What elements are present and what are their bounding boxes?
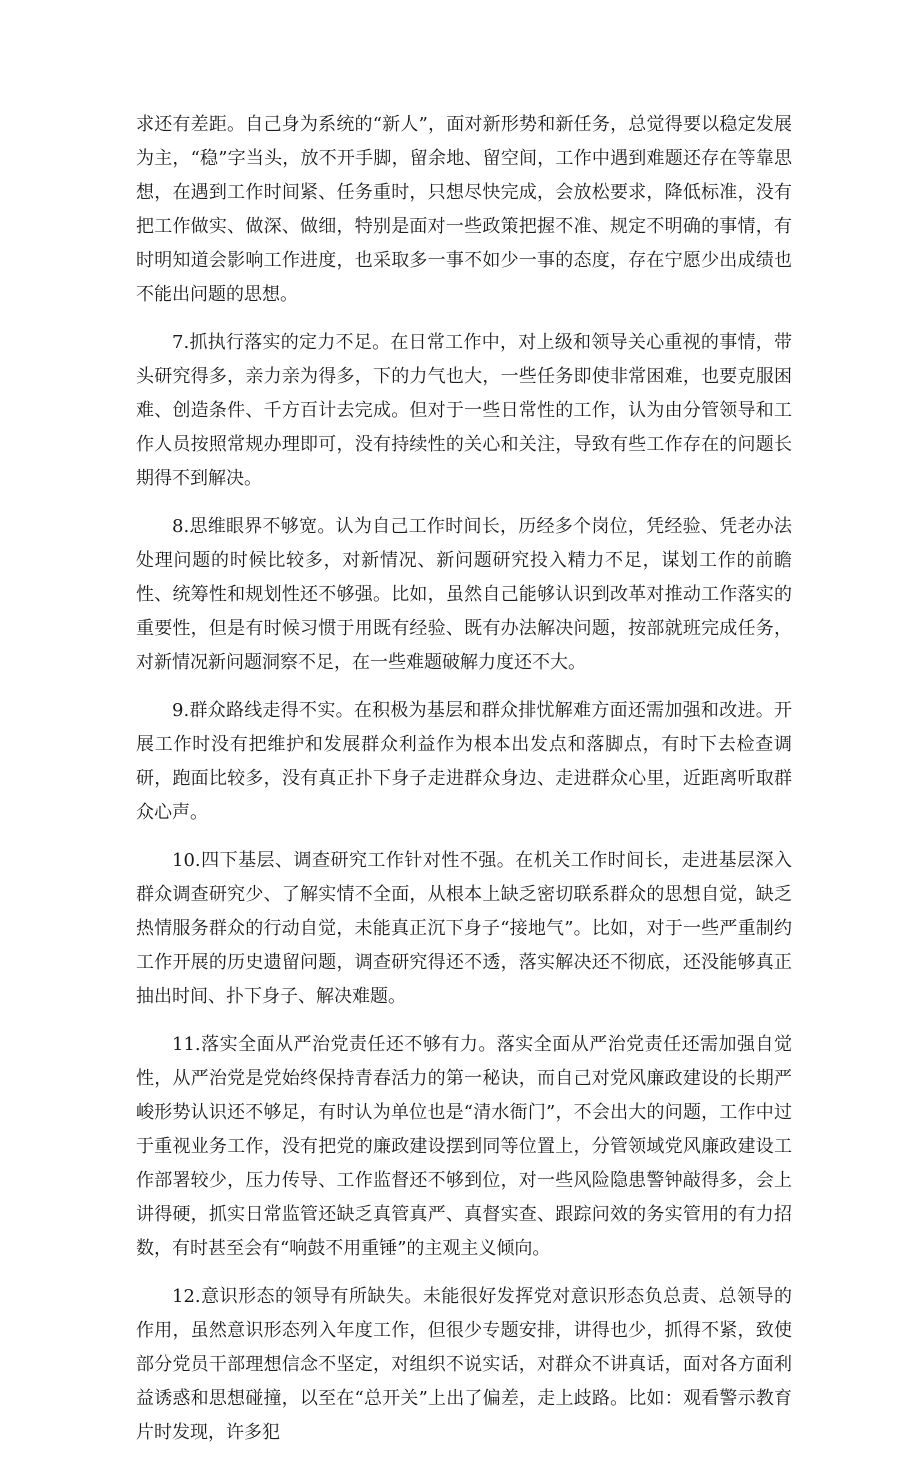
- paragraph-continued: [136, 108, 792, 312]
- paragraph-text: .四下基层、调查研究工作针对性不强。在机关工作时间长，走进基层深入群众调查研究少、了解实情不全面，从根本上缺乏密切联系群众的思想自觉，缺乏热情服务群众的行动自觉，未能真正沉下身子“接地气”。比如，对于一些严重制约工作开展的历史遗留问题，调查研究得还不透，落实解决还不彻底，还没能够真正抽出时间、扑下身子、解决难题。: [136, 850, 792, 1007]
- paragraph-item-9: [136, 694, 792, 830]
- paragraph-item-8: [136, 510, 792, 680]
- paragraph-number: 8: [172, 516, 184, 537]
- paragraph-text: .思维眼界不够宽。认为自己工作时间长，历经多个岗位，凭经验、凭老办法处理问题的时候比较多，对新情况、新问题研究投入精力不足，谋划工作的前瞻性、统筹性和规划性还不够强。比如，虽然自己能够认识到改革对推动工作落实的重要性，但是有时候习惯于用既有经验、既有办法解决问题，按部就班完成任务，对新情况新问题洞察不足，在一些难题破解力度还不大。: [136, 516, 792, 673]
- paragraph-text: .落实全面从严治党责任还不够有力。落实全面从严治党责任还需加强自觉性，从严治党是党始终保持青春活力的第一秘诀，而自己对党风廉政建设的长期严峻形势认识还不够足，有时认为单位也是“清水衙门”，不会出大的问题，工作中过于重视业务工作，没有把党的廉政建设摆到同等位置上，分管领域党风廉政建设工作部署较少，压力传导、工作监督还不够到位，对一些风险隐患警钟敲得多，会上讲得硬，抓实日常监管还缺乏真管真严、真督实查、跟踪问效的务实管用的有力招数，有时甚至会有“响鼓不用重锤”的主观主义倾向。: [136, 1034, 792, 1259]
- paragraph-item-7: [136, 326, 792, 496]
- paragraph-number: 9: [172, 700, 184, 721]
- paragraph-item-11: [136, 1028, 792, 1266]
- paragraph-number: 7: [172, 332, 184, 353]
- paragraph-number: 11: [172, 1034, 195, 1055]
- paragraph-item-10: [136, 844, 792, 1014]
- paragraph-number: 12: [172, 1286, 195, 1307]
- paragraph-text: .意识形态的领导有所缺失。未能很好发挥党对意识形态负总责、总领导的作用，虽然意识形态列入年度工作，但很少专题安排，讲得也少，抓得不紧，致使部分党员干部理想信念不坚定，对组织不说实话，对群众不讲真话，面对各方面利益诱惑和思想碰撞，以至在“总开关”上出了偏差，走上歧路。比如：观看警示教育片时发现，许多犯: [136, 1286, 792, 1443]
- paragraph-text: .抓执行落实的定力不足。在日常工作中，对上级和领导关心重视的事情，带头研究得多，亲力亲为得多，下的力气也大，一些任务即使非常困难，也要克服困难、创造条件、千方百计去完成。但对于一些日常性的工作，认为由分管领导和工作人员按照常规办理即可，没有持续性的关心和关注，导致有些工作存在的问题长期得不到解决。: [136, 332, 792, 489]
- paragraph-number: 10: [172, 850, 195, 871]
- document-body: [136, 108, 792, 1464]
- paragraph-item-12: [136, 1280, 792, 1450]
- paragraph-text: 求还有差距。自己身为系统的“新人”，面对新形势和新任务，总觉得要以稳定发展为主，“稳”字当头，放不开手脚，留余地、留空间，工作中遇到难题还存在等靠思想，在遇到工作时间紧、任务重时，只想尽快完成，会放松要求，降低标准，没有把工作做实、做深、做细，特别是面对一些政策把握不准、规定不明确的事情，有时明知道会影响工作进度，也采取多一事不如少一事的态度，存在宁愿少出成绩也不能出问题的思想。: [136, 114, 792, 305]
- paragraph-text: .群众路线走得不实。在积极为基层和群众排忧解难方面还需加强和改进。开展工作时没有把维护和发展群众利益作为根本出发点和落脚点，有时下去检查调研，跑面比较多，没有真正扑下身子走进群众身边、走进群众心里，近距离听取群众心声。: [136, 700, 792, 823]
